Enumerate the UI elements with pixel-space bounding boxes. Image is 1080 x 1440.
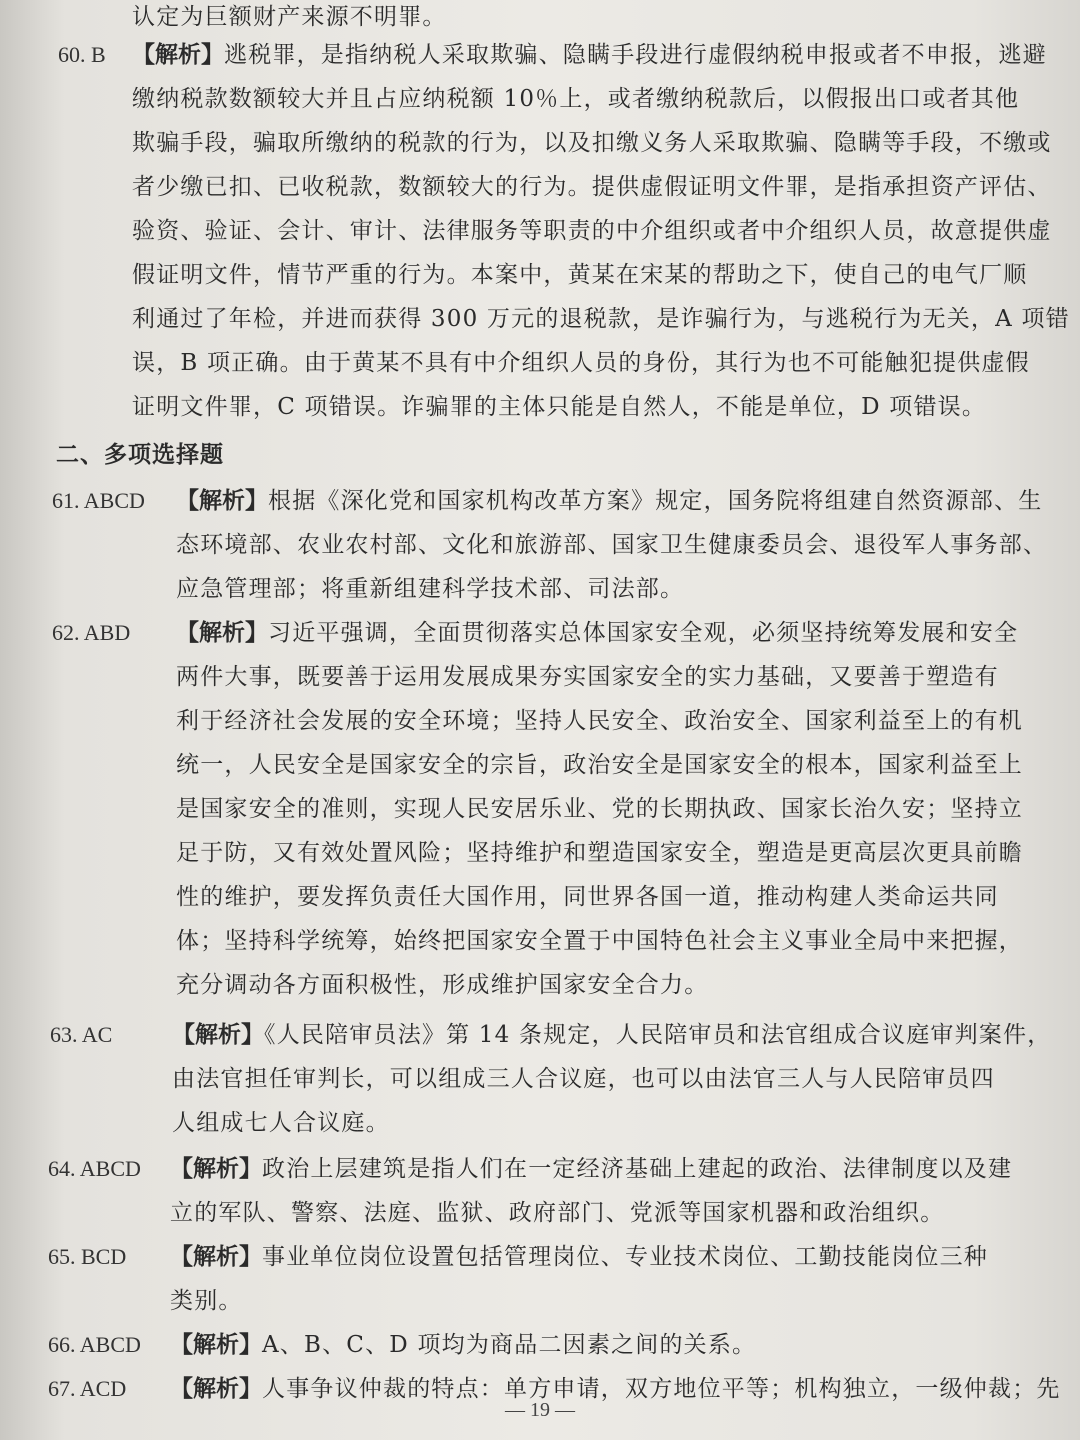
- answer-number: 66. ABCD: [48, 1332, 141, 1357]
- text-line: 【解析】事业单位岗位设置包括管理岗位、专业技术岗位、工勤技能岗位三种: [170, 1243, 988, 1270]
- text-line: 误，B 项正确。由于黄某不具有中介组织人员的身份，其行为也不可能触犯提供虚假: [132, 350, 1030, 376]
- text-line: 者少缴已扣、已收税款，数额较大的行为。提供虚假证明文件罪，是指承担资产评估、: [132, 174, 1052, 200]
- text-line: 利于经济社会发展的安全环境；坚持人民安全、政治安全、国家利益至上的有机: [176, 708, 1023, 734]
- text-line: 证明文件罪，C 项错误。诈骗罪的主体只能是自然人，不能是单位，D 项错误。: [132, 394, 987, 420]
- text-line: 足于防，又有效处置风险；坚持维护和塑造国家安全，塑造是更高层次更具前瞻: [176, 840, 1023, 866]
- text-line: 是国家安全的准则，实现人民安居乐业、党的长期执政、国家长治久安；坚持立: [176, 796, 1023, 822]
- analysis-tag: 【解析】: [170, 1375, 262, 1402]
- text-line: 应急管理部；将重新组建科学技术部、司法部。: [176, 576, 685, 602]
- text-line: 【解析】A、B、C、D 项均为商品二因素之间的关系。: [170, 1331, 757, 1358]
- answer-number: 61. ABCD: [52, 488, 145, 513]
- text-line: 由法官担任审判长，可以组成三人合议庭，也可以由法官三人与人民陪审员四: [172, 1066, 995, 1092]
- text-line: 性的维护，要发挥负责任大国作用，同世界各国一道，推动构建人类命运共同: [176, 884, 999, 910]
- text-line: 两件大事，既要善于运用发展成果夯实国家安全的实力基础，又要善于塑造有: [176, 664, 999, 690]
- analysis-tag: 【解析】: [176, 487, 268, 514]
- text-line: 利通过了年检，并进而获得 300 万元的退税款，是诈骗行为，与逃税行为无关，A 项错: [132, 306, 1070, 332]
- answer-number: 63. AC: [50, 1022, 113, 1047]
- text-line: 【解析】《人民陪审员法》第 14 条规定，人民陪审员和法官组成合议庭审判案件，: [172, 1021, 1052, 1048]
- analysis-tag: 【解析】: [132, 41, 224, 68]
- text-line: 统一，人民安全是国家安全的宗旨，政治安全是国家安全的根本，国家利益至上: [176, 752, 1023, 778]
- analysis-tag: 【解析】: [176, 619, 268, 646]
- text-line: 体；坚持科学统筹，始终把国家安全置于中国特色社会主义事业全局中来把握，: [176, 928, 1023, 954]
- analysis-tag: 【解析】: [170, 1331, 262, 1358]
- text-line: 【解析】习近平强调，全面贯彻落实总体国家安全观，必须坚持统筹发展和安全: [176, 619, 1019, 646]
- text-line: 人组成七人合议庭。: [172, 1110, 390, 1136]
- text-line: 【解析】逃税罪，是指纳税人采取欺骗、隐瞒手段进行虚假纳税申报或者不申报，逃避: [132, 41, 1047, 68]
- analysis-tag: 【解析】: [170, 1243, 262, 1270]
- page-number: — 19 —: [505, 1399, 575, 1421]
- text-line: 【解析】政治上层建筑是指人们在一定经济基础上建起的政治、法律制度以及建: [170, 1155, 1013, 1182]
- text-line: 立的军队、警察、法庭、监狱、政府部门、党派等国家机器和政治组织。: [170, 1200, 945, 1226]
- text-line: 充分调动各方面积极性，形成维护国家安全合力。: [176, 972, 709, 998]
- text-line: 类别。: [170, 1288, 243, 1314]
- text-line: 缴纳税款数额较大并且占应纳税额 10％上，或者缴纳税款后，以假报出口或者其他: [132, 86, 1020, 112]
- section-heading: 二、多项选择题: [56, 442, 224, 468]
- analysis-tag: 【解析】: [172, 1021, 264, 1048]
- answer-number: 67. ACD: [48, 1376, 127, 1401]
- text-line: 验资、验证、会计、审计、法律服务等职责的中介组织或者中介组织人员，故意提供虚: [132, 218, 1052, 244]
- text-line: 假证明文件，情节严重的行为。本案中，黄某在宋某的帮助之下，使自己的电气厂顺: [132, 262, 1028, 288]
- answer-number: 65. BCD: [48, 1244, 127, 1269]
- answer-number: 62. ABD: [52, 620, 131, 645]
- text-line: 认定为巨额财产来源不明罪。: [132, 4, 447, 30]
- answer-number: 60. B: [58, 42, 106, 67]
- text-line: 【解析】根据《深化党和国家机构改革方案》规定，国务院将组建自然资源部、生: [176, 487, 1043, 514]
- analysis-tag: 【解析】: [170, 1155, 262, 1182]
- text-line: 态环境部、农业农村部、文化和旅游部、国家卫生健康委员会、退役军人事务部、: [176, 532, 1048, 558]
- answer-number: 64. ABCD: [48, 1156, 141, 1181]
- text-line: 欺骗手段，骗取所缴纳的税款的行为，以及扣缴义务人采取欺骗、隐瞒等手段，不缴或: [132, 130, 1052, 156]
- text-line: 【解析】人事争议仲裁的特点：单方申请，双方地位平等；机构独立，一级仲裁；先: [170, 1375, 1061, 1402]
